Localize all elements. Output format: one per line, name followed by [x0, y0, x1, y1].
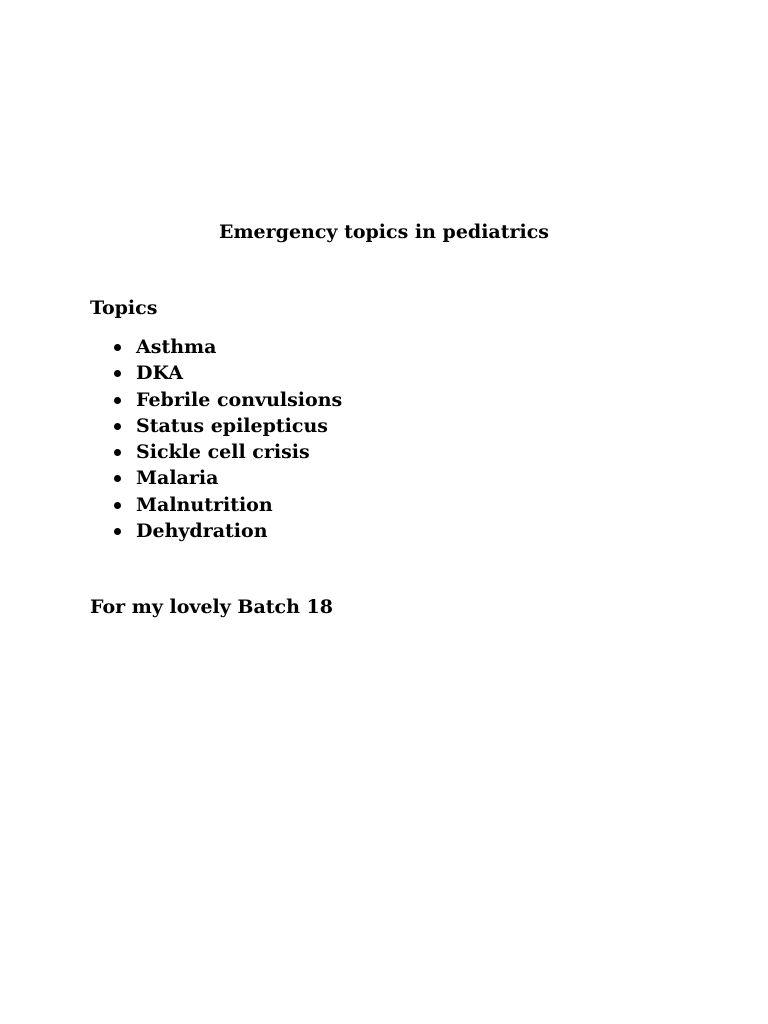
topic-label: Dehydration [136, 520, 268, 543]
bullet-icon [114, 344, 121, 351]
list-item [90, 334, 342, 360]
topic-label: Malnutrition [136, 493, 273, 516]
bullet-icon [114, 475, 121, 482]
document-title: Emergency topics in pediatrics [218, 221, 550, 243]
bullet-icon [114, 528, 121, 535]
dedication-line: For my lovely Batch 18 [90, 596, 333, 618]
list-item [90, 492, 342, 518]
list-item [90, 439, 342, 465]
list-item [90, 413, 342, 439]
list-item [90, 360, 342, 386]
list-item [90, 518, 342, 544]
topic-label: Status epilepticus [136, 414, 328, 437]
topic-label: Asthma [136, 336, 217, 358]
bullet-icon [114, 397, 121, 404]
topic-label: Sickle cell crisis [136, 441, 310, 464]
topics-heading: Topics [90, 297, 158, 319]
topic-label: Malaria [136, 467, 219, 490]
list-item [90, 465, 342, 491]
topic-list [90, 334, 342, 544]
list-item [90, 387, 342, 413]
bullet-icon [114, 423, 121, 430]
topic-label: Febrile convulsions [136, 388, 343, 411]
bullet-icon [114, 449, 121, 456]
bullet-icon [114, 370, 121, 377]
bullet-icon [114, 502, 121, 509]
topic-label: DKA [136, 362, 183, 385]
